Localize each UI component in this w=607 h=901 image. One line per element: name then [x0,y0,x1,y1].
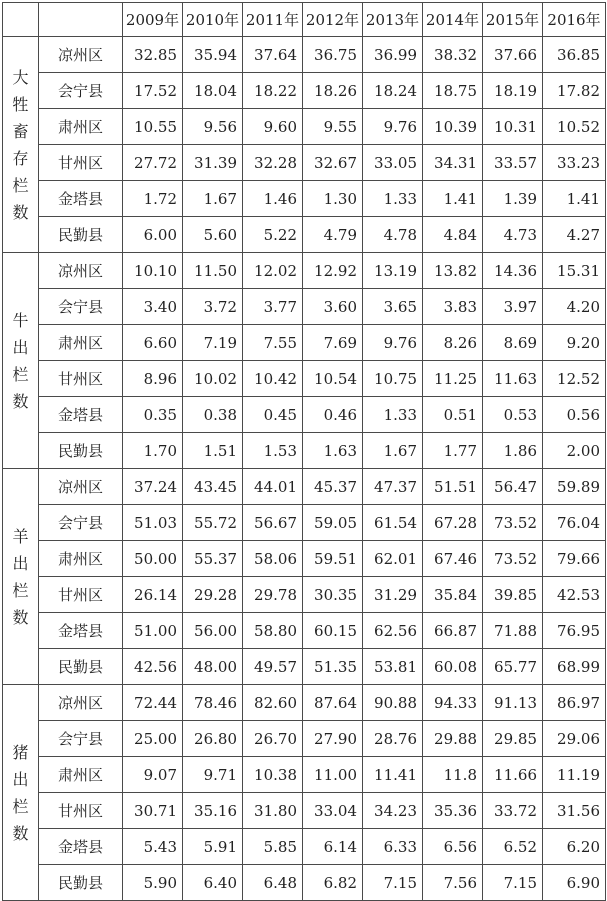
value-cell: 33.05 [363,145,423,181]
value-cell: 90.88 [363,685,423,721]
value-cell: 35.36 [423,793,483,829]
value-cell: 53.81 [363,649,423,685]
region-cell: 金塔县 [39,829,123,865]
value-cell: 33.57 [483,145,543,181]
region-cell: 金塔县 [39,181,123,217]
table-row [3,505,606,541]
value-cell: 11.8 [423,757,483,793]
year-header: 2016年 [543,3,606,37]
value-cell: 10.42 [243,361,303,397]
value-cell: 0.38 [183,397,243,433]
region-cell: 甘州区 [39,577,123,613]
value-cell: 9.07 [123,757,183,793]
value-cell: 66.87 [423,613,483,649]
value-cell: 56.47 [483,469,543,505]
value-cell: 39.85 [483,577,543,613]
value-cell: 1.67 [183,181,243,217]
table-row [3,793,606,829]
group-label [3,37,39,253]
value-cell: 0.46 [303,397,363,433]
region-cell: 会宁县 [39,73,123,109]
value-cell: 10.55 [123,109,183,145]
value-cell: 9.55 [303,109,363,145]
table-row [3,829,606,865]
value-cell: 10.02 [183,361,243,397]
value-cell: 3.83 [423,289,483,325]
value-cell: 18.22 [243,73,303,109]
value-cell: 6.00 [123,217,183,253]
group-label-char: 猪 [12,742,29,762]
value-cell: 3.97 [483,289,543,325]
value-cell: 3.72 [183,289,243,325]
group-label-char: 数 [12,607,29,627]
header-corner-cell [39,3,123,37]
value-cell: 8.96 [123,361,183,397]
value-cell: 4.20 [543,289,606,325]
table-row [3,37,606,73]
value-cell: 17.52 [123,73,183,109]
value-cell: 58.06 [243,541,303,577]
table-row [3,397,606,433]
value-cell: 1.33 [363,397,423,433]
value-cell: 10.75 [363,361,423,397]
table-row [3,325,606,361]
value-cell: 3.60 [303,289,363,325]
value-cell: 1.72 [123,181,183,217]
value-cell: 32.85 [123,37,183,73]
value-cell: 18.75 [423,73,483,109]
value-cell: 34.31 [423,145,483,181]
value-cell: 1.46 [243,181,303,217]
value-cell: 6.52 [483,829,543,865]
value-cell: 9.56 [183,109,243,145]
value-cell: 7.69 [303,325,363,361]
value-cell: 31.56 [543,793,606,829]
value-cell: 76.04 [543,505,606,541]
value-cell: 10.38 [243,757,303,793]
value-cell: 3.40 [123,289,183,325]
value-cell: 30.71 [123,793,183,829]
value-cell: 55.72 [183,505,243,541]
value-cell: 35.94 [183,37,243,73]
header-corner-cell [3,3,39,37]
value-cell: 36.75 [303,37,363,73]
region-cell: 甘州区 [39,361,123,397]
table-row [3,361,606,397]
value-cell: 0.35 [123,397,183,433]
value-cell: 29.85 [483,721,543,757]
value-cell: 4.79 [303,217,363,253]
value-cell: 3.77 [243,289,303,325]
value-cell: 28.76 [363,721,423,757]
table-row [3,865,606,901]
value-cell: 72.44 [123,685,183,721]
value-cell: 1.33 [363,181,423,217]
value-cell: 9.71 [183,757,243,793]
value-cell: 5.91 [183,829,243,865]
value-cell: 12.02 [243,253,303,289]
value-cell: 6.20 [543,829,606,865]
table-row [3,685,606,721]
year-header: 2009年 [123,3,183,37]
group-label-char: 数 [12,823,29,843]
value-cell: 42.53 [543,577,606,613]
header-row [3,3,606,37]
region-cell: 民勤县 [39,649,123,685]
table-row [3,217,606,253]
value-cell: 45.37 [303,469,363,505]
value-cell: 12.52 [543,361,606,397]
value-cell: 1.30 [303,181,363,217]
value-cell: 37.24 [123,469,183,505]
value-cell: 7.15 [483,865,543,901]
value-cell: 51.51 [423,469,483,505]
value-cell: 11.25 [423,361,483,397]
group-label-char: 牛 [12,310,29,330]
value-cell: 5.43 [123,829,183,865]
region-cell: 凉州区 [39,253,123,289]
value-cell: 11.50 [183,253,243,289]
value-cell: 7.55 [243,325,303,361]
value-cell: 12.92 [303,253,363,289]
value-cell: 31.29 [363,577,423,613]
value-cell: 36.85 [543,37,606,73]
value-cell: 8.26 [423,325,483,361]
value-cell: 6.48 [243,865,303,901]
value-cell: 4.84 [423,217,483,253]
year-header: 2010年 [183,3,243,37]
region-cell: 民勤县 [39,865,123,901]
value-cell: 32.28 [243,145,303,181]
value-cell: 86.97 [543,685,606,721]
value-cell: 10.52 [543,109,606,145]
value-cell: 8.69 [483,325,543,361]
value-cell: 51.35 [303,649,363,685]
year-header: 2014年 [423,3,483,37]
year-header: 2013年 [363,3,423,37]
value-cell: 0.53 [483,397,543,433]
year-header: 2015年 [483,3,543,37]
value-cell: 5.85 [243,829,303,865]
value-cell: 55.37 [183,541,243,577]
value-cell: 1.70 [123,433,183,469]
value-cell: 31.80 [243,793,303,829]
value-cell: 78.46 [183,685,243,721]
table-row [3,145,606,181]
value-cell: 6.60 [123,325,183,361]
value-cell: 33.72 [483,793,543,829]
value-cell: 1.41 [423,181,483,217]
table-row [3,109,606,145]
value-cell: 26.14 [123,577,183,613]
table-row [3,757,606,793]
value-cell: 59.89 [543,469,606,505]
value-cell: 17.82 [543,73,606,109]
value-cell: 44.01 [243,469,303,505]
value-cell: 42.56 [123,649,183,685]
group-label-char: 存 [12,148,29,168]
group-label [3,253,39,469]
value-cell: 10.54 [303,361,363,397]
region-cell: 凉州区 [39,469,123,505]
value-cell: 60.15 [303,613,363,649]
value-cell: 35.16 [183,793,243,829]
value-cell: 9.76 [363,109,423,145]
value-cell: 7.15 [363,865,423,901]
value-cell: 35.84 [423,577,483,613]
value-cell: 73.52 [483,505,543,541]
year-header: 2012年 [303,3,363,37]
value-cell: 67.46 [423,541,483,577]
value-cell: 94.33 [423,685,483,721]
group-label-char: 出 [12,769,29,789]
group-label-char: 羊 [12,526,29,546]
value-cell: 34.23 [363,793,423,829]
table-row [3,73,606,109]
value-cell: 71.88 [483,613,543,649]
value-cell: 37.66 [483,37,543,73]
value-cell: 13.19 [363,253,423,289]
value-cell: 37.64 [243,37,303,73]
value-cell: 25.00 [123,721,183,757]
value-cell: 47.37 [363,469,423,505]
value-cell: 1.77 [423,433,483,469]
table-row [3,613,606,649]
table-body [3,37,606,901]
value-cell: 6.90 [543,865,606,901]
region-cell: 金塔县 [39,613,123,649]
value-cell: 18.24 [363,73,423,109]
year-header: 2011年 [243,3,303,37]
group-label-char: 栏 [12,796,29,816]
value-cell: 67.28 [423,505,483,541]
value-cell: 60.08 [423,649,483,685]
group-label-char: 牲 [12,94,29,114]
value-cell: 87.64 [303,685,363,721]
value-cell: 76.95 [543,613,606,649]
value-cell: 4.27 [543,217,606,253]
value-cell: 13.82 [423,253,483,289]
group-label-char: 畜 [12,121,29,141]
value-cell: 18.26 [303,73,363,109]
value-cell: 26.70 [243,721,303,757]
value-cell: 56.00 [183,613,243,649]
group-label-char: 大 [12,67,29,87]
value-cell: 29.78 [243,577,303,613]
value-cell: 50.00 [123,541,183,577]
value-cell: 6.40 [183,865,243,901]
region-cell: 民勤县 [39,217,123,253]
region-cell: 凉州区 [39,37,123,73]
value-cell: 1.67 [363,433,423,469]
value-cell: 62.01 [363,541,423,577]
region-cell: 肃州区 [39,325,123,361]
value-cell: 0.45 [243,397,303,433]
table-row [3,433,606,469]
value-cell: 6.56 [423,829,483,865]
value-cell: 48.00 [183,649,243,685]
group-label [3,469,39,685]
value-cell: 11.41 [363,757,423,793]
value-cell: 10.39 [423,109,483,145]
value-cell: 59.05 [303,505,363,541]
region-cell: 肃州区 [39,109,123,145]
group-label-char: 出 [12,553,29,573]
value-cell: 18.04 [183,73,243,109]
value-cell: 29.28 [183,577,243,613]
value-cell: 11.00 [303,757,363,793]
value-cell: 11.66 [483,757,543,793]
value-cell: 10.10 [123,253,183,289]
value-cell: 14.36 [483,253,543,289]
value-cell: 27.90 [303,721,363,757]
table-row [3,649,606,685]
value-cell: 7.19 [183,325,243,361]
value-cell: 59.51 [303,541,363,577]
livestock-data-table [2,2,606,901]
value-cell: 51.03 [123,505,183,541]
group-label-char: 栏 [12,364,29,384]
region-cell: 会宁县 [39,289,123,325]
value-cell: 1.51 [183,433,243,469]
value-cell: 68.99 [543,649,606,685]
value-cell: 7.56 [423,865,483,901]
value-cell: 9.60 [243,109,303,145]
value-cell: 5.60 [183,217,243,253]
value-cell: 82.60 [243,685,303,721]
value-cell: 6.14 [303,829,363,865]
value-cell: 91.13 [483,685,543,721]
table-row [3,289,606,325]
value-cell: 56.67 [243,505,303,541]
table-row [3,181,606,217]
value-cell: 61.54 [363,505,423,541]
value-cell: 4.73 [483,217,543,253]
value-cell: 18.19 [483,73,543,109]
value-cell: 38.32 [423,37,483,73]
value-cell: 1.53 [243,433,303,469]
value-cell: 3.65 [363,289,423,325]
value-cell: 79.66 [543,541,606,577]
value-cell: 31.39 [183,145,243,181]
value-cell: 43.45 [183,469,243,505]
table-row [3,577,606,613]
region-cell: 甘州区 [39,145,123,181]
value-cell: 49.57 [243,649,303,685]
region-cell: 会宁县 [39,505,123,541]
value-cell: 1.86 [483,433,543,469]
value-cell: 58.80 [243,613,303,649]
value-cell: 73.52 [483,541,543,577]
value-cell: 29.88 [423,721,483,757]
group-label-char: 栏 [12,580,29,600]
table-row [3,253,606,289]
value-cell: 65.77 [483,649,543,685]
value-cell: 2.00 [543,433,606,469]
value-cell: 10.31 [483,109,543,145]
table-row [3,541,606,577]
group-label-char: 数 [12,202,29,222]
value-cell: 33.23 [543,145,606,181]
value-cell: 15.31 [543,253,606,289]
value-cell: 36.99 [363,37,423,73]
value-cell: 11.19 [543,757,606,793]
group-label [3,685,39,901]
value-cell: 4.78 [363,217,423,253]
group-label-char: 栏 [12,175,29,195]
value-cell: 30.35 [303,577,363,613]
value-cell: 9.76 [363,325,423,361]
value-cell: 9.20 [543,325,606,361]
value-cell: 1.41 [543,181,606,217]
value-cell: 0.51 [423,397,483,433]
group-label-char: 数 [12,391,29,411]
region-cell: 金塔县 [39,397,123,433]
value-cell: 11.63 [483,361,543,397]
region-cell: 会宁县 [39,721,123,757]
value-cell: 5.22 [243,217,303,253]
value-cell: 32.67 [303,145,363,181]
value-cell: 51.00 [123,613,183,649]
value-cell: 26.80 [183,721,243,757]
value-cell: 27.72 [123,145,183,181]
value-cell: 1.63 [303,433,363,469]
value-cell: 6.33 [363,829,423,865]
value-cell: 62.56 [363,613,423,649]
value-cell: 33.04 [303,793,363,829]
value-cell: 5.90 [123,865,183,901]
region-cell: 凉州区 [39,685,123,721]
value-cell: 6.82 [303,865,363,901]
value-cell: 29.06 [543,721,606,757]
table-row [3,469,606,505]
region-cell: 民勤县 [39,433,123,469]
region-cell: 甘州区 [39,793,123,829]
group-label-char: 出 [12,337,29,357]
region-cell: 肃州区 [39,541,123,577]
value-cell: 1.39 [483,181,543,217]
value-cell: 0.56 [543,397,606,433]
region-cell: 肃州区 [39,757,123,793]
table-row [3,721,606,757]
